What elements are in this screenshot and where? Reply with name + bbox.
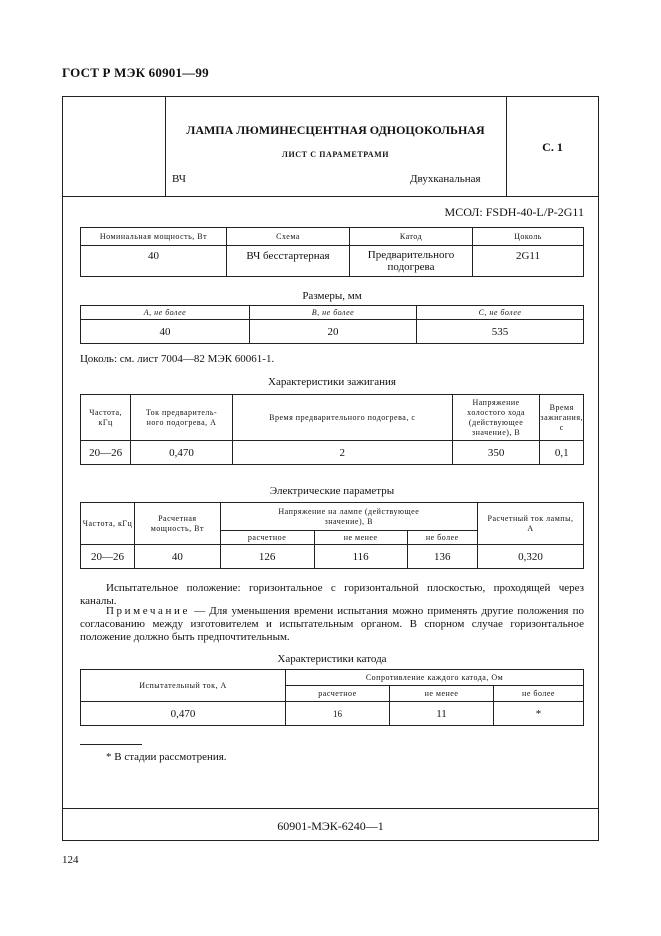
test-position-paragraph: Испытательное положение: горизонтальное с горизонтальной плоскостью, проходящей через каналы. [80,582,584,607]
cat-subheader-max: не более [494,686,584,702]
el-header-power: Расчетная мощность, Вт [135,503,221,545]
dimensions-table [80,305,584,344]
el-header-voltage: Напряжение на лампе (действующее значение), В [220,503,477,531]
el-value-min: 116 [314,545,407,569]
standard-header: ГОСТ Р МЭК 60901—99 [62,65,209,80]
ignition-table [80,394,584,465]
ign-value-frequency: 20—26 [81,441,131,465]
ignition-caption: Характеристики зажигания [268,376,396,388]
ign-header-frequency: Частота, кГц [81,395,131,441]
el-value-frequency: 20—26 [81,545,135,569]
ign-header-preheat-time: Время предварительного подогрева, с [232,395,452,441]
cat-value-rated: 16 [286,702,390,726]
main-parameters-table [80,227,584,277]
el-value-max: 136 [407,545,477,569]
ign-header-preheat-current: Ток предваритель-ного подогрева, А [131,395,232,441]
el-subheader-max: не более [407,531,477,545]
el-header-current: Расчетный ток лампы, А [477,503,583,545]
dim-header-a: A, не более [81,306,250,320]
mcol-code: МСОЛ: FSDH-40-L/P-2G11 [444,205,584,219]
table1-value-cap: 2G11 [473,246,584,277]
cat-header-resistance: Сопротивление каждого катода, Ом [286,670,584,686]
ign-value-ocv: 350 [452,441,540,465]
el-value-current: 0,320 [477,545,583,569]
electrical-caption: Электрические параметры [269,485,395,497]
ign-value-ignition-time: 0,1 [540,441,584,465]
ign-header-ocv: Напряжение холостого хода (действующее значение), В [452,395,540,441]
note-paragraph [80,605,584,644]
table1-header-cathode: Катод [350,228,473,246]
dim-value-b: 20 [250,320,417,344]
ign-value-preheat-current: 0,470 [131,441,232,465]
cat-header-test-current: Испытательный ток, А [81,670,286,702]
table1-value-cathode: Предварительного подогрева [350,246,473,277]
electrical-table [80,502,584,569]
dimensions-caption: Размеры, мм [302,290,362,302]
note-label: Примечание [106,605,190,617]
ign-value-preheat-time: 2 [232,441,452,465]
table1-header-cap: Цоколь [473,228,584,246]
note-text: — Для уменьшения времени испытания можно применять другие положения по согласованию между изготовителем и испытательным органом. В спорном случае горизонтальное положение должно быть предпочтительным. [80,605,585,643]
el-value-rated: 126 [220,545,314,569]
dim-header-b: B, не более [250,306,417,320]
el-value-power: 40 [135,545,221,569]
sheet-page-label: С. 1 [542,140,563,154]
el-header-frequency: Частота, кГц [81,503,135,545]
channel-type-label: Двухканальная [410,173,481,185]
cat-subheader-rated: расчетное [286,686,390,702]
title-block-left-divider [165,96,166,196]
cat-subheader-min: не менее [390,686,494,702]
footer-divider [62,808,599,809]
table1-header-circuit: Схема [227,228,350,246]
dim-value-a: 40 [81,320,250,344]
cap-reference-note: Цоколь: см. лист 7004—82 МЭК 60061-1. [80,353,275,365]
table1-header-power: Номинальная мощность, Вт [81,228,227,246]
el-subheader-min: не менее [314,531,407,545]
el-subheader-rated: расчетное [220,531,314,545]
title-block-bottom-line [62,196,599,197]
cathode-caption: Характеристики катода [277,653,387,665]
ign-header-ignition-time: Время зажигания, с [540,395,584,441]
cat-value-min: 11 [390,702,494,726]
cathode-table [80,669,584,726]
sheet-subtitle: ЛИСТ С ПАРАМЕТРАМИ [281,150,390,159]
table1-value-power: 40 [81,246,227,277]
footer-code: 60901-МЭК-6240—1 [277,819,384,833]
dim-header-c: C, не более [417,306,584,320]
footnote: * В стадии рассмотрения. [106,751,227,763]
footnote-rule [80,744,142,745]
dim-value-c: 535 [417,320,584,344]
cat-value-test-current: 0,470 [81,702,286,726]
cat-value-max: * [494,702,584,726]
page-number: 124 [62,854,79,866]
sheet-title: ЛАМПА ЛЮМИНЕСЦЕНТНАЯ ОДНОЦОКОЛЬНАЯ [186,123,485,137]
table1-value-circuit: ВЧ бесстартерная [227,246,350,277]
frequency-type-label: ВЧ [172,173,186,185]
